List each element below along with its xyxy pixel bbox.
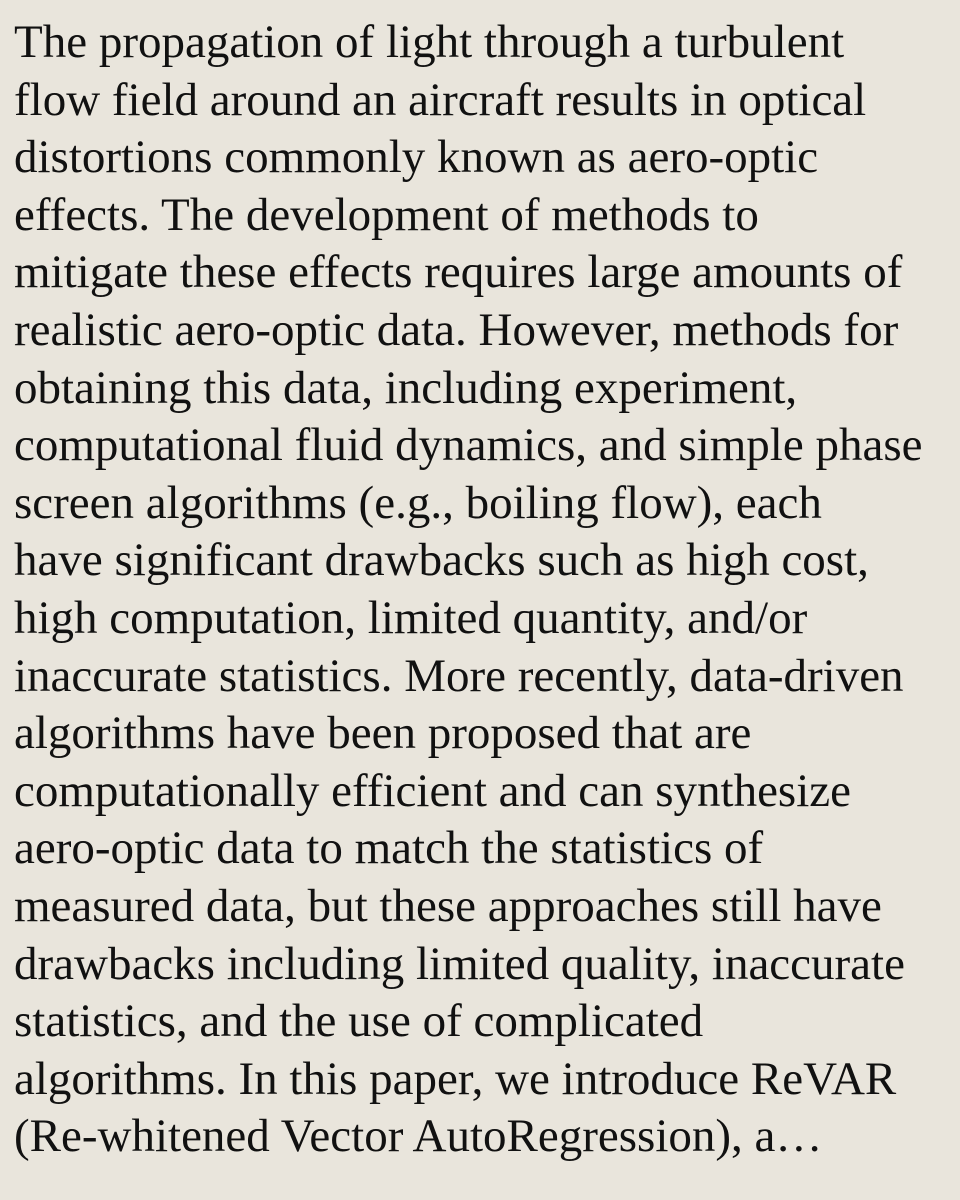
text-line-13: algorithms have been proposed that are [14,707,752,760]
text-line-12: inaccurate statistics. More recently, data-driven [14,649,904,702]
text-line-17: drawbacks including limited quality, inaccurate [14,937,905,990]
text-line-16: measured data, but these approaches still have [14,879,882,932]
text-line-15: aero-optic data to match the statistics of [14,822,764,875]
text-line-3: distortions commonly known as aero-optic [14,131,819,184]
text-line-4: effects. The development of methods to [14,188,759,241]
text-line-8: computational fluid dynamics, and simple phase [14,419,923,472]
text-line-20: (Re-whitened Vector AutoRegression), a… [14,1110,823,1163]
abstract-text [14,14,948,1166]
text-line-9: screen algorithms (e.g., boiling flow), each [14,476,822,529]
text-line-19: algorithms. In this paper, we introduce ReVAR [14,1052,897,1105]
text-line-7: obtaining this data, including experiment, [14,361,798,414]
text-line-14: computationally efficient and can synthesize [14,764,852,817]
text-line-11: high computation, limited quantity, and/or [14,591,808,644]
text-line-18: statistics, and the use of complicated [14,995,704,1048]
text-line-10: have significant drawbacks such as high cost, [14,534,869,587]
text-line-1: The propagation of light through a turbulent [14,16,845,68]
text-line-2: flow field around an aircraft results in optical [14,73,867,126]
text-line-6: realistic aero-optic data. However, methods for [14,303,899,356]
text-line-5: mitigate these effects requires large amounts of [14,246,903,299]
